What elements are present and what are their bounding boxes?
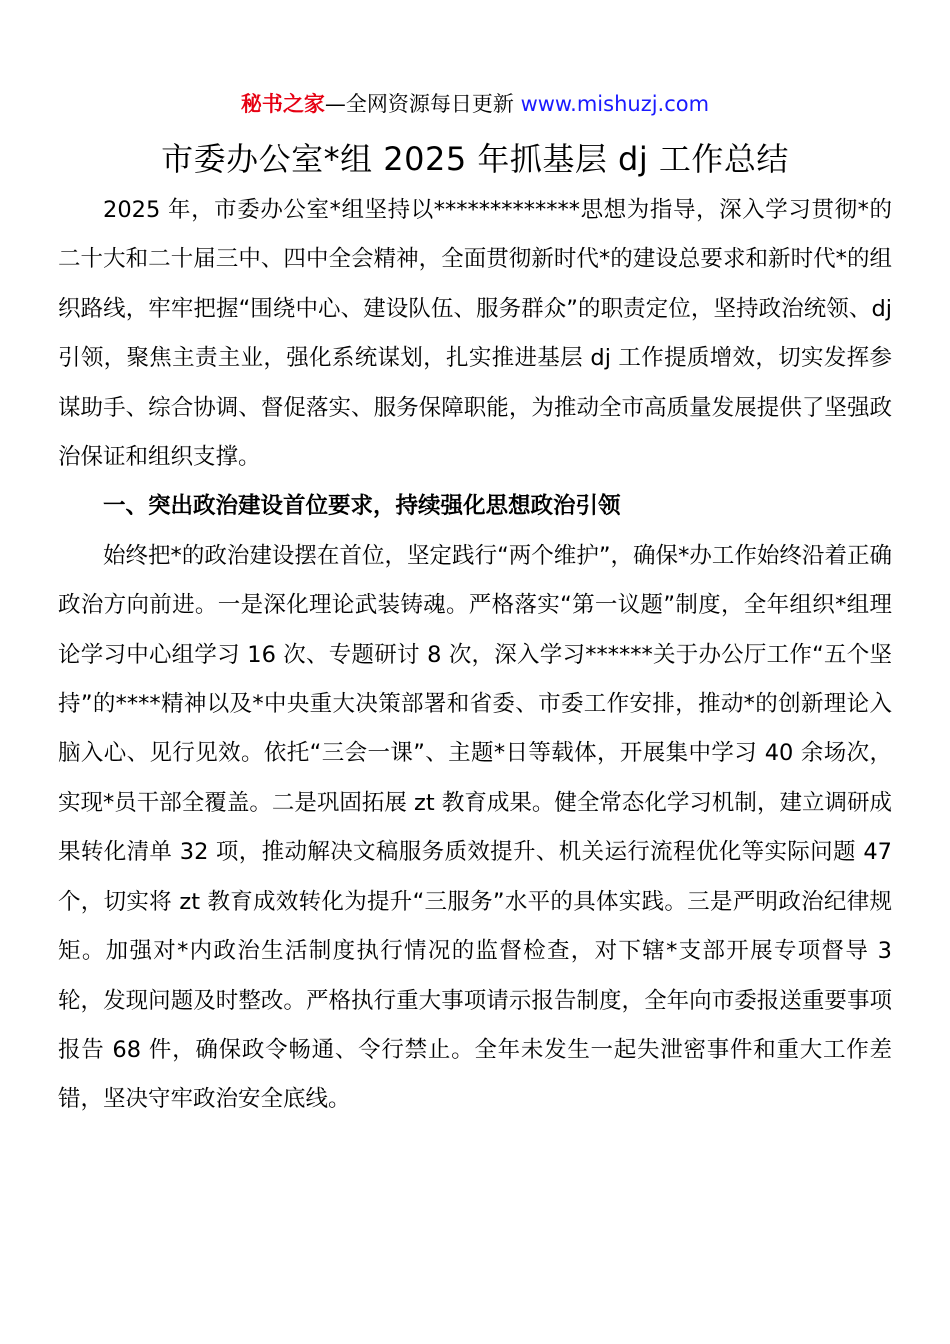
intro-paragraph: 2025 年，市委办公室*组坚持以*************思想为指导，深入学习贯彻*的二十大和二十届三中、四中全会精神，全面贯彻新时代*的建设总要求和新时代*的组织路线，牢牢把握“围绕中心、建设队伍、服务群众”的职责定位，坚持政治统领、dj 引领，聚焦主责主业，强化系统谋划，扎实推进基层 dj 工作提质增效，切实发挥参谋助手、综合协调、督促落实、服务保障职能，为推动全市高质量发展提供了坚强政治保证和组织支撑。 [58,197,892,471]
brand-tagline: —全网资源每日更新 [324,92,521,116]
section-heading: 一、突出政治建设首位要求，持续强化思想政治引领 [103,493,621,520]
section-body-paragraph: 始终把*的政治建设摆在首位，坚定践行“两个维护”，确保*办工作始终沿着正确政治方向前进。一是深化理论武装铸魂。严格落实“第一议题”制度，全年组织*组理论学习中心组学习 16 次、专题研讨 8 次，深入学习******关于办公厅工作“五个坚持”的****精神以及*中央重大决策部署和省委、市委工作安排，推动*的创新理论入脑入心、见行见效。依托“三会一课”、主题*日等载体，开展集中学习 40 余场次，实现*员干部全覆盖。二是巩固拓展 zt 教育成果。健全常态化学习机制，建立调研成果转化清单 32 项，推动解决文稿服务质效提升、机关运行流程优化等实际问题 47 个，切实将 zt 教育成效转化为提升“三服务”水平的具体实践。三是严明政治纪律规矩。加强对*内政治生活制度执行情况的监督检查，对下辖*支部开展专项督导 3 轮，发现问题及时整改。严格执行重大事项请示报告制度，全年向市委报送重要事项报告 68 件，确保政令畅通、令行禁止。全年未发生一起失泄密事件和重大工作差错，坚决守牢政治安全底线。 [58,542,892,1113]
document-title: 市委办公室*组 2025 年抓基层 dj 工作总结 [161,140,789,178]
document-page [58,86,892,1125]
brand-name: 秘书之家 [240,92,325,116]
site-header [58,86,892,122]
site-url[interactable]: www.mishuzj.com [520,92,710,116]
